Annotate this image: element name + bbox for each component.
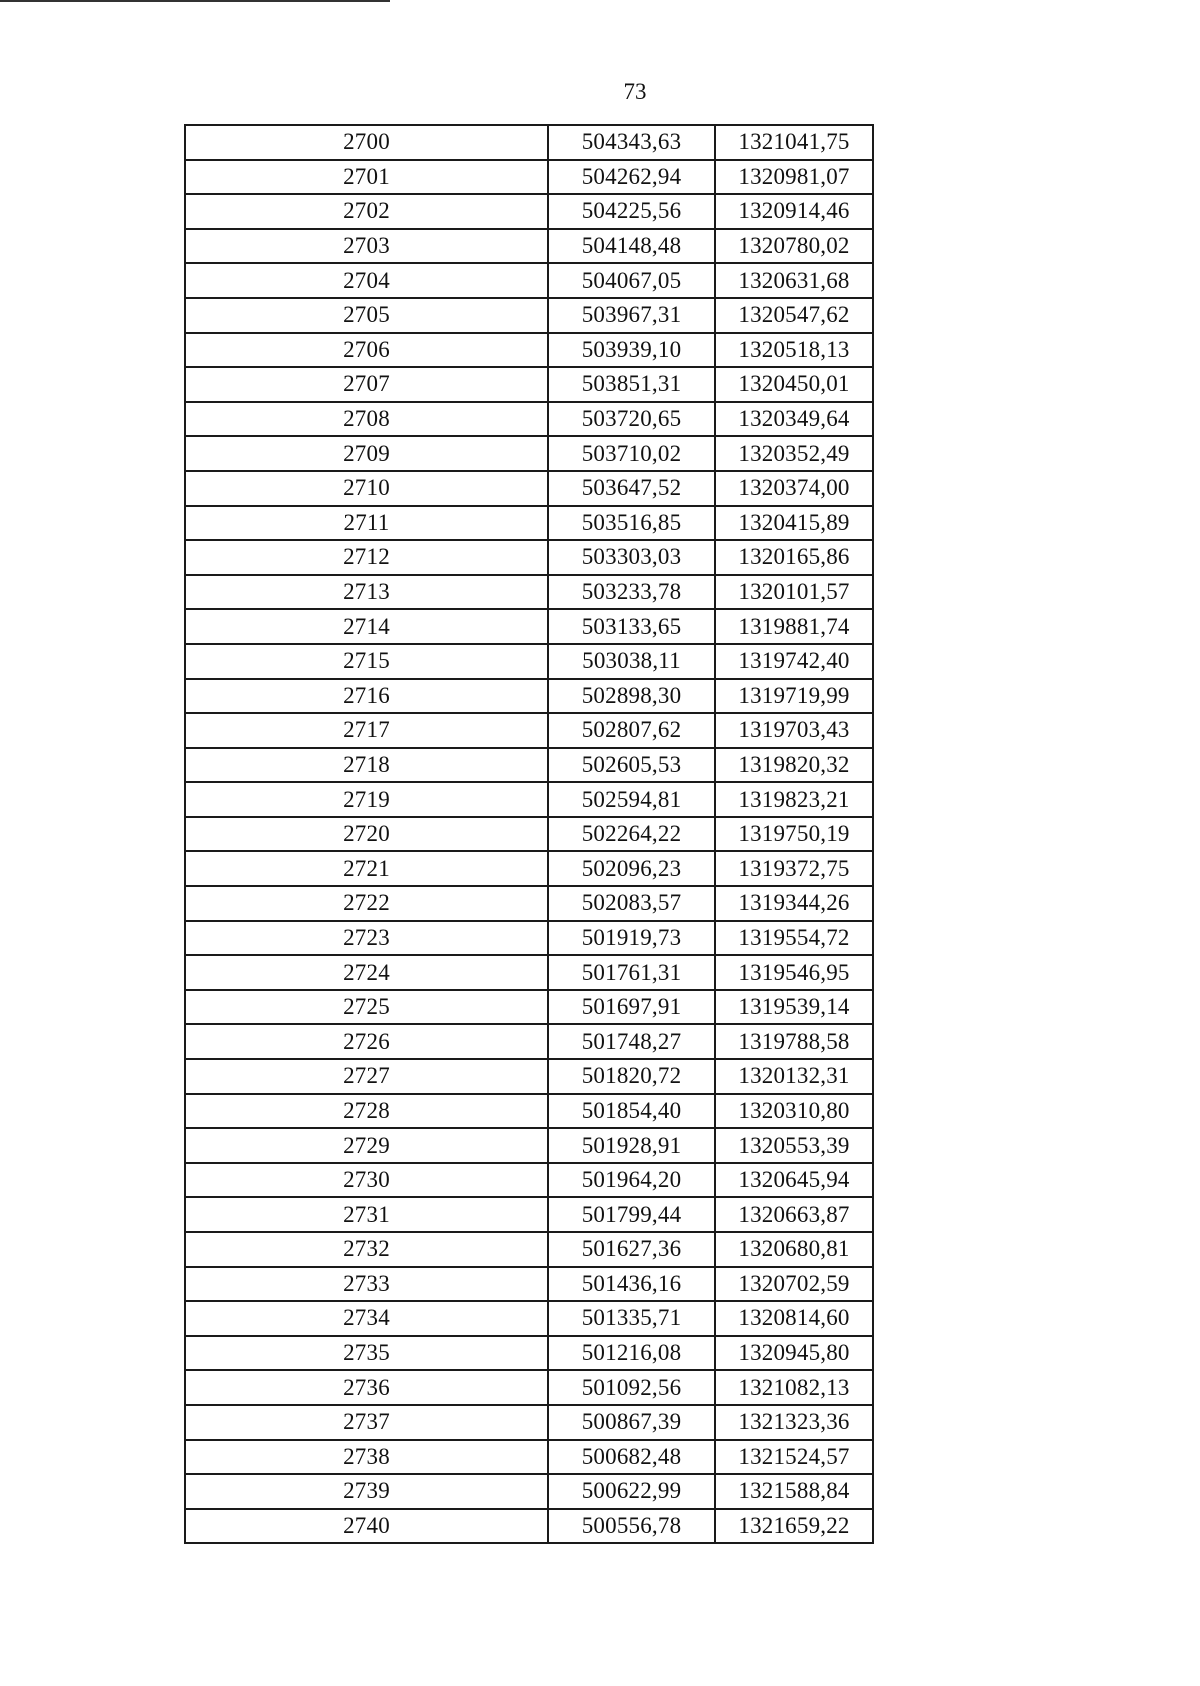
table-row <box>185 1301 873 1336</box>
y-coordinate-cell: 1320450,01 <box>715 367 873 402</box>
point-number-cell: 2714 <box>185 609 548 644</box>
table-row <box>185 125 873 160</box>
coordinates-table-body <box>185 125 873 1543</box>
x-coordinate-cell: 502605,53 <box>548 748 715 783</box>
x-coordinate-cell: 501820,72 <box>548 1059 715 1094</box>
point-number-cell: 2711 <box>185 506 548 541</box>
table-row <box>185 955 873 990</box>
point-number-cell: 2737 <box>185 1405 548 1440</box>
x-coordinate-cell: 503720,65 <box>548 402 715 437</box>
x-coordinate-cell: 504148,48 <box>548 229 715 264</box>
y-coordinate-cell: 1320914,46 <box>715 194 873 229</box>
table-row <box>185 713 873 748</box>
x-coordinate-cell: 501799,44 <box>548 1197 715 1232</box>
x-coordinate-cell: 503967,31 <box>548 298 715 333</box>
x-coordinate-cell: 502898,30 <box>548 679 715 714</box>
y-coordinate-cell: 1319719,99 <box>715 679 873 714</box>
table-row <box>185 1024 873 1059</box>
point-number-cell: 2738 <box>185 1440 548 1475</box>
table-row <box>185 1128 873 1163</box>
y-coordinate-cell: 1320352,49 <box>715 436 873 471</box>
y-coordinate-cell: 1319881,74 <box>715 609 873 644</box>
table-row <box>185 263 873 298</box>
y-coordinate-cell: 1320631,68 <box>715 263 873 298</box>
y-coordinate-cell: 1319742,40 <box>715 644 873 679</box>
point-number-cell: 2713 <box>185 575 548 610</box>
x-coordinate-cell: 504067,05 <box>548 263 715 298</box>
point-number-cell: 2739 <box>185 1474 548 1509</box>
table-row <box>185 1370 873 1405</box>
y-coordinate-cell: 1321323,36 <box>715 1405 873 1440</box>
point-number-cell: 2733 <box>185 1267 548 1302</box>
y-coordinate-cell: 1319344,26 <box>715 886 873 921</box>
x-coordinate-cell: 501092,56 <box>548 1370 715 1405</box>
coordinates-table <box>184 124 874 1544</box>
point-number-cell: 2727 <box>185 1059 548 1094</box>
x-coordinate-cell: 503647,52 <box>548 471 715 506</box>
point-number-cell: 2723 <box>185 921 548 956</box>
y-coordinate-cell: 1320101,57 <box>715 575 873 610</box>
point-number-cell: 2724 <box>185 955 548 990</box>
x-coordinate-cell: 501697,91 <box>548 990 715 1025</box>
table-row <box>185 1405 873 1440</box>
y-coordinate-cell: 1319703,43 <box>715 713 873 748</box>
x-coordinate-cell: 502807,62 <box>548 713 715 748</box>
x-coordinate-cell: 503939,10 <box>548 333 715 368</box>
point-number-cell: 2700 <box>185 125 548 160</box>
table-row <box>185 817 873 852</box>
x-coordinate-cell: 503710,02 <box>548 436 715 471</box>
point-number-cell: 2706 <box>185 333 548 368</box>
y-coordinate-cell: 1319788,58 <box>715 1024 873 1059</box>
point-number-cell: 2726 <box>185 1024 548 1059</box>
x-coordinate-cell: 502083,57 <box>548 886 715 921</box>
y-coordinate-cell: 1320132,31 <box>715 1059 873 1094</box>
point-number-cell: 2703 <box>185 229 548 264</box>
top-rule-line <box>0 0 390 2</box>
point-number-cell: 2702 <box>185 194 548 229</box>
y-coordinate-cell: 1320415,89 <box>715 506 873 541</box>
point-number-cell: 2735 <box>185 1336 548 1371</box>
point-number-cell: 2709 <box>185 436 548 471</box>
table-row <box>185 644 873 679</box>
table-row <box>185 436 873 471</box>
table-row <box>185 229 873 264</box>
y-coordinate-cell: 1320945,80 <box>715 1336 873 1371</box>
table-row <box>185 679 873 714</box>
table-row <box>185 1509 873 1544</box>
table-row <box>185 367 873 402</box>
x-coordinate-cell: 503133,65 <box>548 609 715 644</box>
y-coordinate-cell: 1320981,07 <box>715 160 873 195</box>
point-number-cell: 2722 <box>185 886 548 921</box>
y-coordinate-cell: 1320518,13 <box>715 333 873 368</box>
table-row <box>185 471 873 506</box>
y-coordinate-cell: 1320310,80 <box>715 1094 873 1129</box>
table-row <box>185 1163 873 1198</box>
y-coordinate-cell: 1319750,19 <box>715 817 873 852</box>
table-row <box>185 748 873 783</box>
x-coordinate-cell: 500682,48 <box>548 1440 715 1475</box>
y-coordinate-cell: 1319372,75 <box>715 851 873 886</box>
x-coordinate-cell: 500867,39 <box>548 1405 715 1440</box>
x-coordinate-cell: 501854,40 <box>548 1094 715 1129</box>
x-coordinate-cell: 501748,27 <box>548 1024 715 1059</box>
table-row <box>185 1267 873 1302</box>
y-coordinate-cell: 1320374,00 <box>715 471 873 506</box>
point-number-cell: 2717 <box>185 713 548 748</box>
y-coordinate-cell: 1320814,60 <box>715 1301 873 1336</box>
table-row <box>185 402 873 437</box>
y-coordinate-cell: 1321588,84 <box>715 1474 873 1509</box>
y-coordinate-cell: 1321082,13 <box>715 1370 873 1405</box>
table-row <box>185 1336 873 1371</box>
point-number-cell: 2716 <box>185 679 548 714</box>
table-row <box>185 1474 873 1509</box>
table-row <box>185 160 873 195</box>
table-row <box>185 921 873 956</box>
x-coordinate-cell: 501216,08 <box>548 1336 715 1371</box>
table-row <box>185 298 873 333</box>
x-coordinate-cell: 501964,20 <box>548 1163 715 1198</box>
point-number-cell: 2736 <box>185 1370 548 1405</box>
y-coordinate-cell: 1320645,94 <box>715 1163 873 1198</box>
x-coordinate-cell: 502594,81 <box>548 782 715 817</box>
y-coordinate-cell: 1321659,22 <box>715 1509 873 1544</box>
y-coordinate-cell: 1320547,62 <box>715 298 873 333</box>
point-number-cell: 2734 <box>185 1301 548 1336</box>
y-coordinate-cell: 1320165,86 <box>715 540 873 575</box>
table-row <box>185 540 873 575</box>
table-row <box>185 886 873 921</box>
point-number-cell: 2731 <box>185 1197 548 1232</box>
point-number-cell: 2721 <box>185 851 548 886</box>
y-coordinate-cell: 1319539,14 <box>715 990 873 1025</box>
y-coordinate-cell: 1319820,32 <box>715 748 873 783</box>
point-number-cell: 2701 <box>185 160 548 195</box>
x-coordinate-cell: 502264,22 <box>548 817 715 852</box>
x-coordinate-cell: 504343,63 <box>548 125 715 160</box>
page-number: 73 <box>623 79 647 104</box>
point-number-cell: 2725 <box>185 990 548 1025</box>
point-number-cell: 2732 <box>185 1232 548 1267</box>
table-row <box>185 506 873 541</box>
x-coordinate-cell: 503233,78 <box>548 575 715 610</box>
y-coordinate-cell: 1321524,57 <box>715 1440 873 1475</box>
point-number-cell: 2705 <box>185 298 548 333</box>
x-coordinate-cell: 501919,73 <box>548 921 715 956</box>
table-row <box>185 194 873 229</box>
x-coordinate-cell: 502096,23 <box>548 851 715 886</box>
x-coordinate-cell: 504262,94 <box>548 160 715 195</box>
x-coordinate-cell: 501761,31 <box>548 955 715 990</box>
table-row <box>185 1440 873 1475</box>
y-coordinate-cell: 1319554,72 <box>715 921 873 956</box>
point-number-cell: 2707 <box>185 367 548 402</box>
point-number-cell: 2712 <box>185 540 548 575</box>
point-number-cell: 2704 <box>185 263 548 298</box>
y-coordinate-cell: 1319546,95 <box>715 955 873 990</box>
point-number-cell: 2720 <box>185 817 548 852</box>
y-coordinate-cell: 1321041,75 <box>715 125 873 160</box>
x-coordinate-cell: 500622,99 <box>548 1474 715 1509</box>
y-coordinate-cell: 1320349,64 <box>715 402 873 437</box>
table-row <box>185 333 873 368</box>
point-number-cell: 2730 <box>185 1163 548 1198</box>
x-coordinate-cell: 504225,56 <box>548 194 715 229</box>
point-number-cell: 2740 <box>185 1509 548 1544</box>
table-row <box>185 1197 873 1232</box>
table-row <box>185 609 873 644</box>
x-coordinate-cell: 500556,78 <box>548 1509 715 1544</box>
x-coordinate-cell: 501627,36 <box>548 1232 715 1267</box>
point-number-cell: 2718 <box>185 748 548 783</box>
table-row <box>185 990 873 1025</box>
point-number-cell: 2719 <box>185 782 548 817</box>
x-coordinate-cell: 503303,03 <box>548 540 715 575</box>
x-coordinate-cell: 501436,16 <box>548 1267 715 1302</box>
point-number-cell: 2708 <box>185 402 548 437</box>
x-coordinate-cell: 501335,71 <box>548 1301 715 1336</box>
y-coordinate-cell: 1319823,21 <box>715 782 873 817</box>
point-number-cell: 2715 <box>185 644 548 679</box>
x-coordinate-cell: 503516,85 <box>548 506 715 541</box>
y-coordinate-cell: 1320702,59 <box>715 1267 873 1302</box>
table-row <box>185 1059 873 1094</box>
table-row <box>185 575 873 610</box>
point-number-cell: 2729 <box>185 1128 548 1163</box>
x-coordinate-cell: 503851,31 <box>548 367 715 402</box>
table-row <box>185 851 873 886</box>
point-number-cell: 2710 <box>185 471 548 506</box>
table-row <box>185 782 873 817</box>
y-coordinate-cell: 1320553,39 <box>715 1128 873 1163</box>
table-row <box>185 1232 873 1267</box>
y-coordinate-cell: 1320663,87 <box>715 1197 873 1232</box>
point-number-cell: 2728 <box>185 1094 548 1129</box>
y-coordinate-cell: 1320780,02 <box>715 229 873 264</box>
x-coordinate-cell: 501928,91 <box>548 1128 715 1163</box>
y-coordinate-cell: 1320680,81 <box>715 1232 873 1267</box>
table-row <box>185 1094 873 1129</box>
x-coordinate-cell: 503038,11 <box>548 644 715 679</box>
